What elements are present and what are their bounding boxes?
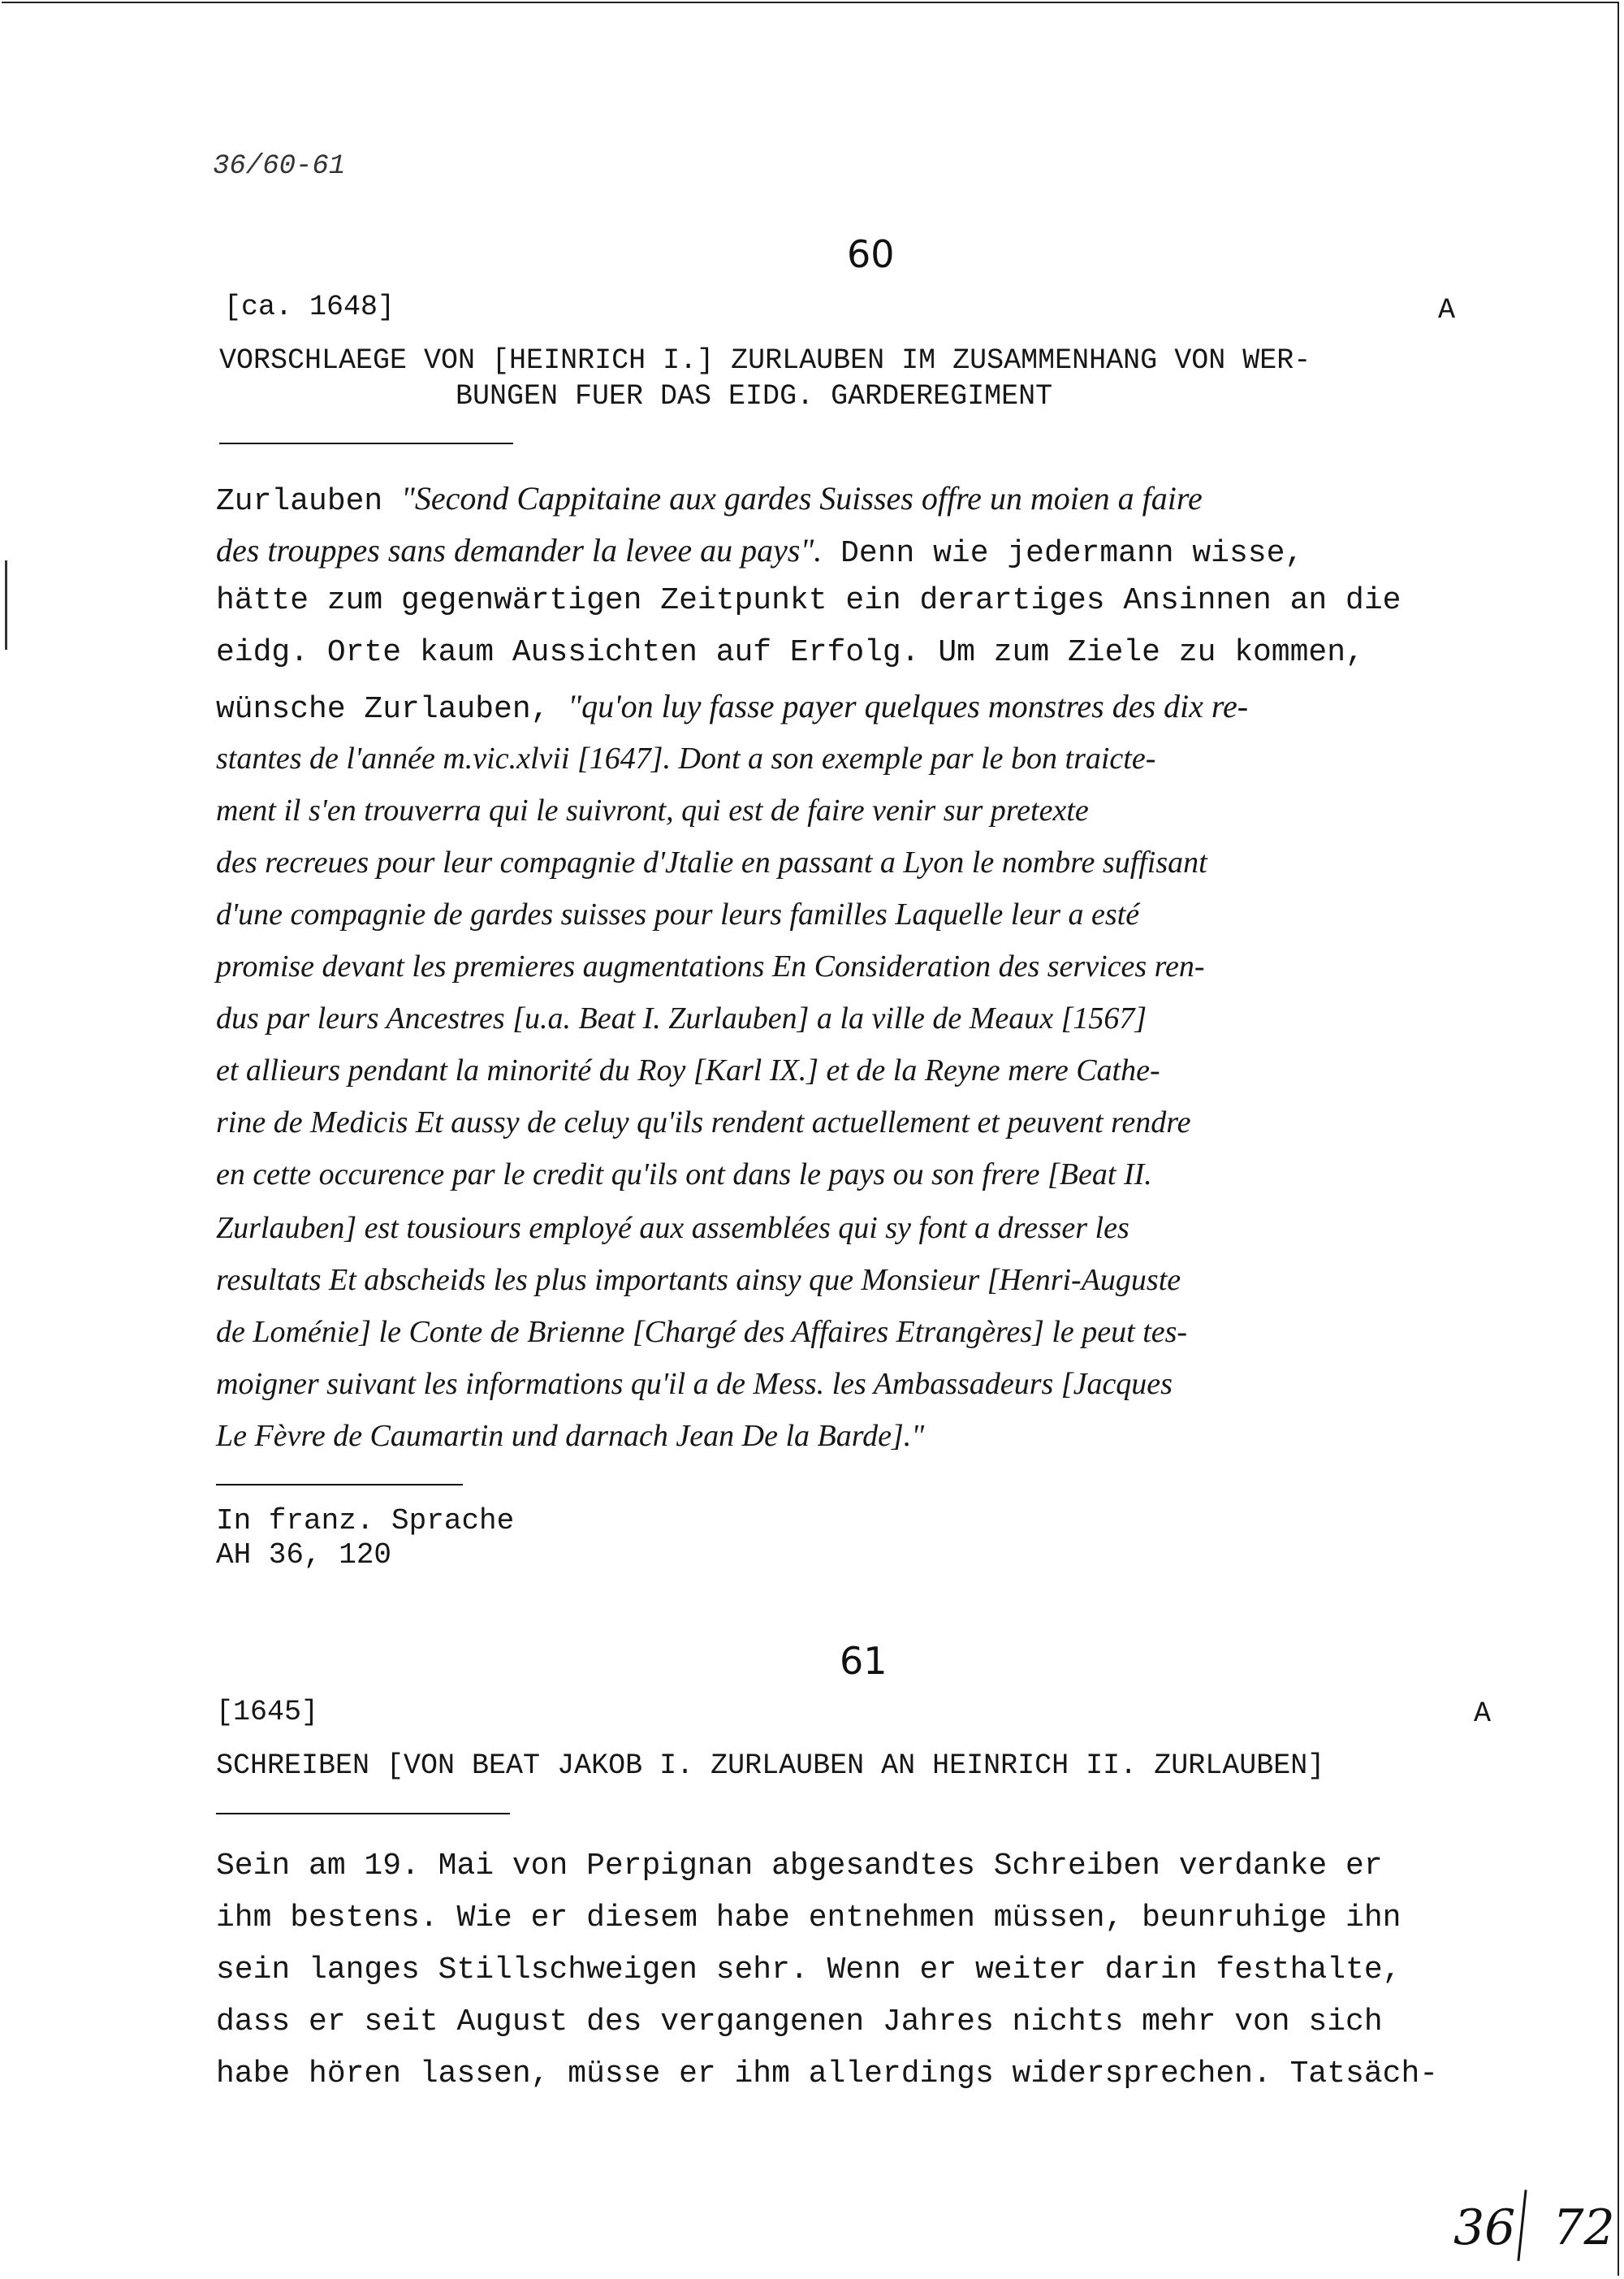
entry-61-date: [1645] — [216, 1696, 319, 1728]
entry-60-body-line-7: ment il s'en trouverra qui le suivront, qui est de faire venir sur pretexte — [216, 794, 1089, 828]
entry-61-number: 61 — [840, 1639, 888, 1683]
entry-60-body-line-6: stantes de l'année m.vic.xlvii [1647]. Dont a son exemple par le bon traicte- — [216, 742, 1156, 776]
entry-60-note-rule — [216, 1484, 463, 1485]
entry-61-body-line-5: habe hören lassen, müsse er ihm allerdings widersprechen. Tatsäch- — [216, 2056, 1439, 2091]
entry-60-date: [ca. 1648] — [224, 291, 395, 323]
body-text: Zurlauben — [216, 484, 402, 519]
entry-60-body-line-19: Le Fèvre de Caumartin und darnach Jean De la Barde]." — [216, 1419, 925, 1453]
reference-number: 36/60-61 — [213, 151, 346, 182]
entry-61-body-line-2: ihm bestens. Wie er diesem habe entnehmen müssen, beunruhige ihn — [216, 1901, 1402, 1935]
body-text: wünsche Zurlauben, — [216, 692, 568, 727]
entry-61-body-line-1: Sein am 19. Mai von Perpignan abgesandtes Schreiben verdanke er — [216, 1849, 1383, 1883]
stamp-left: 36 — [1453, 2199, 1516, 2256]
handwritten-page-stamp — [1453, 2199, 1615, 2256]
entry-60-body-line-17: de Loménie] le Conte de Brienne [Chargé des Affaires Etrangères] le peut tes- — [216, 1315, 1188, 1349]
entry-60-type: A — [1438, 294, 1456, 326]
entry-60-body-line-1 — [216, 479, 1203, 519]
entry-60-note-source: AH 36, 120 — [216, 1538, 392, 1572]
entry-60-body-line-2 — [216, 531, 1303, 571]
entry-61-title: SCHREIBEN [VON BEAT JAKOB I. ZURLAUBEN AN HEINRICH II. ZURLAUBEN] — [216, 1749, 1325, 1782]
entry-60-number: 60 — [847, 232, 895, 276]
margin-mark — [5, 560, 7, 650]
quote-text: des trouppes sans demander la levee au pays". — [216, 532, 823, 569]
entry-60-title-rule — [219, 443, 513, 444]
entry-61-body-line-4: dass er seit August des vergangenen Jahres nichts mehr von sich — [216, 2004, 1383, 2039]
quote-text: "Second Cappitaine aux gardes Suisses offre un moien a faire — [401, 480, 1203, 517]
entry-60-body-line-9: d'une compagnie de gardes suisses pour leurs familles Laquelle leur a esté — [216, 897, 1140, 932]
entry-60-body-line-18: moigner suivant les informations qu'il a de Mess. les Ambassadeurs [Jacques — [216, 1367, 1173, 1401]
entry-60-note-language: In franz. Sprache — [216, 1504, 515, 1537]
entry-60-body-line-15: Zurlauben] est tousiours employé aux assemblées qui sy font a dresser les — [216, 1211, 1129, 1245]
entry-60-body-line-11: dus par leurs Ancestres [u.a. Beat I. Zurlauben] a la ville de Meaux [1567] — [216, 1001, 1147, 1036]
entry-60-body-line-5 — [216, 687, 1248, 727]
entry-61-type: A — [1474, 1697, 1492, 1730]
entry-60-body-line-14: en cette occurence par le credit qu'ils ont dans le pays ou son frere [Beat II. — [216, 1157, 1152, 1191]
stamp-right: 72 — [1553, 2199, 1615, 2256]
entry-60-body-line-10: promise devant les premieres augmentations En Consideration des services ren- — [216, 949, 1205, 984]
entry-60-body-line-12: et allieurs pendant la minorité du Roy [Karl IX.] et de la Reyne mere Cathe- — [216, 1053, 1160, 1088]
quote-text: "qu'on luy fasse payer quelques monstres des dix re- — [568, 688, 1249, 724]
entry-60-body-line-8: des recreues pour leur compagnie d'Jtalie en passant a Lyon le nombre suffisant — [216, 845, 1207, 880]
entry-60-body-line-13: rine de Medicis Et aussy de celuy qu'ils rendent actuellement et peuvent rendre — [216, 1105, 1191, 1140]
entry-60-title-line2: BUNGEN FUER DAS EIDG. GARDEREGIMENT — [456, 380, 1053, 413]
entry-60-body-line-16: resultats Et abscheids les plus importants ainsy que Monsieur [Henri-Auguste — [216, 1263, 1181, 1297]
entry-61-title-rule — [216, 1813, 510, 1814]
entry-60-body-line-4: eidg. Orte kaum Aussichten auf Erfolg. Um zum Ziele zu kommen, — [216, 635, 1364, 670]
entry-61-body-line-3: sein langes Stillschweigen sehr. Wenn er weiter darin festhalte, — [216, 1953, 1402, 1987]
entry-60-body-line-3: hätte zum gegenwärtigen Zeitpunkt ein derartiges Ansinnen an die — [216, 583, 1402, 618]
entry-60-title-line1: VORSCHLAEGE VON [HEINRICH I.] ZURLAUBEN IM ZUSAMMENHANG VON WER- — [219, 344, 1311, 377]
body-text: Denn wie jedermann wisse, — [822, 536, 1304, 571]
